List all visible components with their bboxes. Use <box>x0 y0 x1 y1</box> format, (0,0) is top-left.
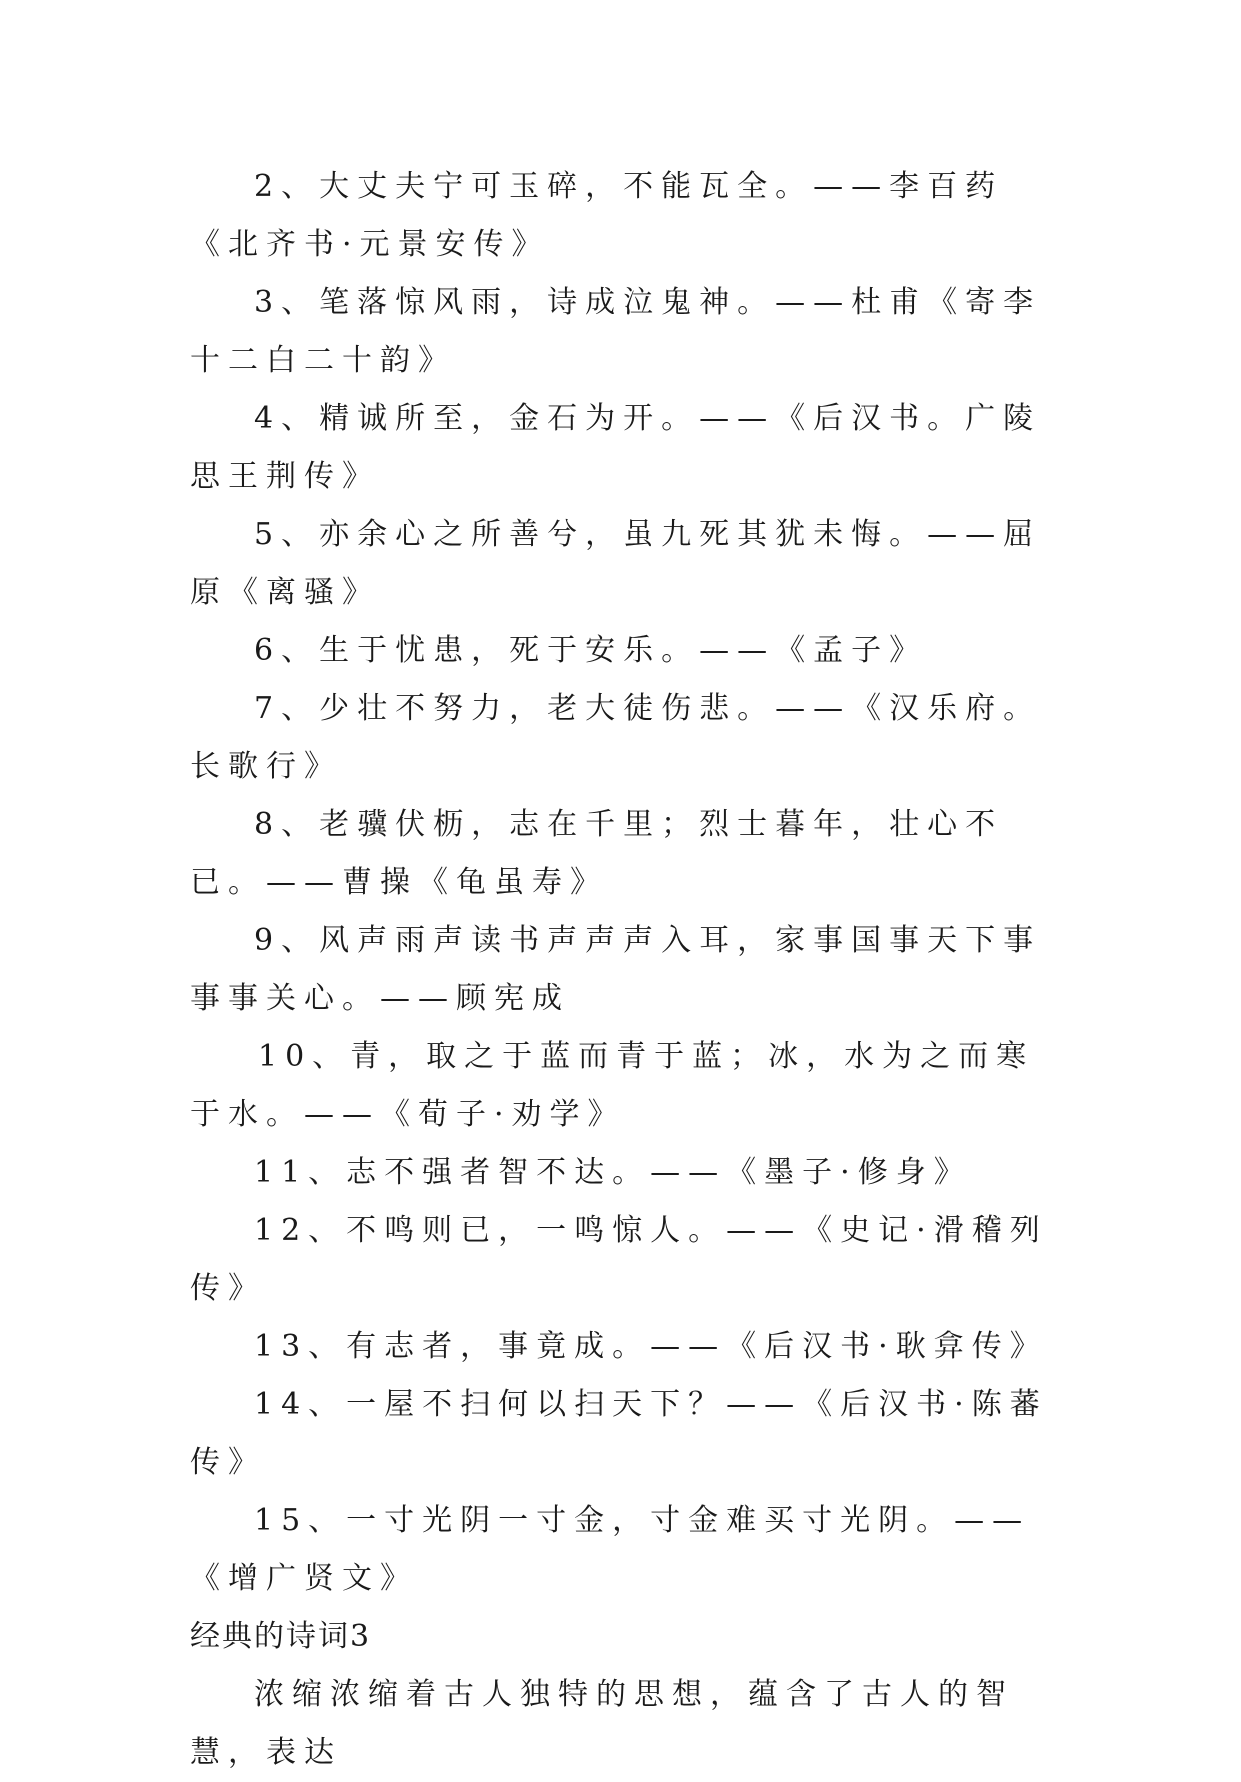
quote-paragraph-9: 9、风声雨声读书声声声入耳，家事国事天下事事事关心。——顾宪成 <box>190 923 1042 1016</box>
section-heading: 经典的诗词3 <box>190 1619 372 1654</box>
quote-paragraph-14: 14、一屋不扫何以扫天下？——《后汉书·陈蕃传》 <box>190 1387 1048 1480</box>
quote-paragraph-12: 12、不鸣则已，一鸣惊人。——《史记·滑稽列传》 <box>190 1213 1048 1306</box>
quote-paragraph-13: 13、有志者，事竟成。——《后汉书·耿弇传》 <box>254 1329 1048 1364</box>
quote-paragraph-8: 8、老骥伏枥，志在千里；烈士暮年，壮心不已。——曹操《龟虽寿》 <box>190 807 1004 900</box>
quote-paragraph-7: 7、少壮不努力，老大徒伤悲。——《汉乐府。长歌行》 <box>190 691 1042 784</box>
quote-paragraph-2: 2、大丈夫宁可玉碎，不能瓦全。——李百药《北齐书·元景安传》 <box>190 169 1004 262</box>
quote-paragraph-11: 11、志不强者智不达。——《墨子·修身》 <box>254 1155 972 1190</box>
quote-paragraph-10: 10、青，取之于蓝而青于蓝；冰，水为之而寒于水。——《荀子·劝学》 <box>190 1039 1035 1132</box>
quote-paragraph-5: 5、亦余心之所善兮，虽九死其犹未悔。——屈原《离骚》 <box>190 517 1042 610</box>
document-body <box>190 158 1050 1782</box>
quote-paragraph-3: 3、笔落惊风雨，诗成泣鬼神。——杜甫《寄李十二白二十韵》 <box>190 285 1042 378</box>
final-paragraph: 浓缩浓缩着古人独特的思想，蕴含了古人的智慧，表达 <box>190 1677 1014 1770</box>
quote-paragraph-4: 4、精诚所至，金石为开。——《后汉书。广陵思王荆传》 <box>190 401 1042 494</box>
quote-paragraph-6: 6、生于忧患，死于安乐。——《孟子》 <box>254 633 928 668</box>
quote-paragraph-15: 15、一寸光阴一寸金，寸金难买寸光阴。——《增广贤文》 <box>190 1503 1031 1596</box>
